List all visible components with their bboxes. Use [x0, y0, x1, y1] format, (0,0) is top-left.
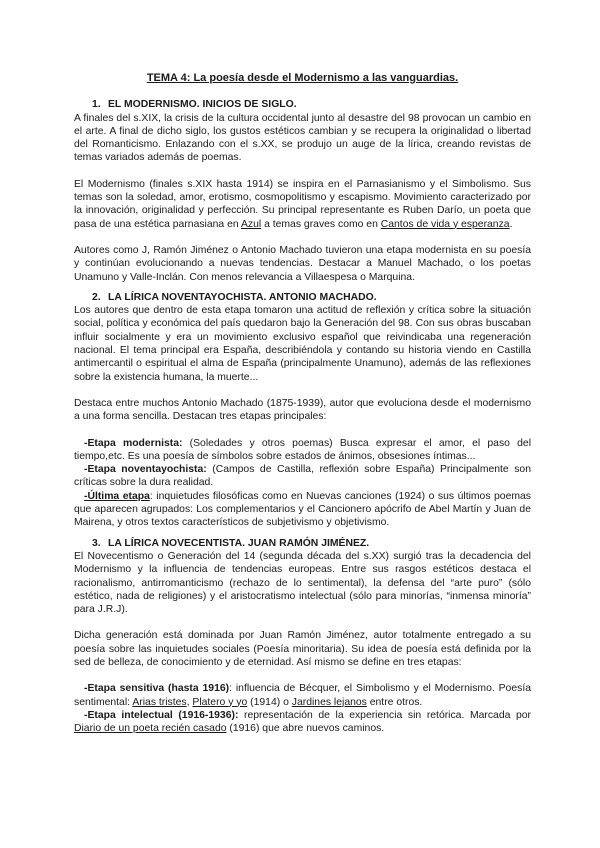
item-label: -Etapa sensitiva (hasta 1916): [84, 683, 230, 695]
section-heading-noventayochista: [74, 291, 531, 304]
text-run: ,: [186, 696, 193, 708]
text-run: entre otros.: [366, 696, 423, 708]
section-heading-text: LA LÍRICA NOVENTAYOCHISTA. ANTONIO MACHADO.: [108, 291, 377, 303]
text-run: (1916) que abre nuevos caminos.: [226, 723, 385, 735]
page-title: TEMA 4: La poesía desde el Modernismo a las vanguardias.: [146, 72, 459, 84]
item-text: (Soledades y otros poemas) Busca expresar el amor, el paso del tiempo,etc. Es una poesía de símbolos sobre estados de ánimos, obsesiones íntimas...: [74, 437, 531, 462]
item-text: (Campos de Castilla, reflexión sobre España) Principalmente son críticas sobre la dura realidad.: [74, 464, 531, 489]
text-run: (1914) o: [247, 696, 292, 708]
item-label: -Etapa noventayochista:: [84, 464, 207, 476]
paragraph: Autores como J, Ramón Jiménez o Antonio Machado tuvieron una etapa modernista en su poesía y continúan evolucionando a nuevas tendencias. Destacar a Manuel Machado, o los poetas Unamuno y Valle-Inclán. Con menos relevancia a Villaespesa o Marquina.: [74, 244, 531, 283]
item-text: : influencia de Bécquer, el Simbolismo y el Modernismo. Poesía sentimental:: [74, 683, 531, 708]
item-label: -Última etapa: [84, 490, 150, 502]
work-title-cantos: Cantos de vida y esperanza: [380, 218, 510, 230]
section-number: 1.: [92, 99, 101, 111]
text-run: a temas graves como en: [261, 218, 381, 230]
section-heading-modernismo: [74, 98, 531, 111]
section-number: 2.: [92, 291, 101, 303]
item-text: representación de la experiencia sin retórica. Marcada por: [238, 709, 531, 721]
list-item: [74, 682, 531, 709]
work-title-azul: Azul: [240, 218, 262, 230]
paragraph: A finales del s.XIX, la crisis de la cultura occidental junto al desastre del 98 provocan un cambio en el arte. A final de dicho siglo, los gustos estéticos cambian y se recupera la originalidad o libertad del Romanticismo. Enlazando con el s.XX, se produjo un auge de la lírica, creando revistas de temas variados además de poemas.: [74, 112, 531, 164]
section-heading-text: LA LÍRICA NOVECENTISTA. JUAN RAMÓN JIMÉNEZ.: [108, 537, 370, 549]
work-title: Platero y yo: [192, 696, 248, 708]
section-heading-novecentista: [74, 537, 531, 550]
paragraph: [74, 178, 531, 231]
list-item: [74, 490, 531, 530]
work-title: Arias tristes: [132, 696, 187, 708]
list-item: [74, 437, 531, 464]
paragraph: Los autores que dentro de esta etapa tomaron una actitud de reflexión y crítica sobre la situación social, política y económica del país quedaron bajo la Generación del 98. Con sus obras buscaban influir socialmente y era un movimiento exclusivo español que reivindicaba una regeneración nacional. El tema principal era España, describiéndola y contando su historia viendo en Castilla antimercantil o espiritual el alma de España (principalmente Unamuno), además de las reflexiones sobre la existencia humana, la muerte...: [74, 305, 531, 383]
list-item: [74, 709, 531, 736]
paragraph: Dicha generación está dominada por Juan Ramón Jiménez, autor totalmente entregado a su poesía sobre las inquietudes sociales (Poesía minoritaria). Su idea de poesía está definida por la sed de belleza, de conocimiento y de eternidad. Así mismo se define en tres etapas:: [74, 630, 531, 668]
text-run: .: [509, 218, 513, 230]
section-heading-text: EL MODERNISMO. INICIOS DE SIGLO.: [108, 99, 297, 111]
item-text: : inquietudes filosóficas como en Nuevas canciones (1924) o sus últimos poemas que aparecen agrupados: Los complementarios y el Cancionero apócrifo de Abel Martín y Juan de Mairena, y otros textos característicos de subjetivismo y objetivismo.: [74, 490, 531, 529]
text-run: El Modernismo (finales s.XIX hasta 1914) se inspira en el Parnasianismo y el Simbolismo. Sus temas son la soledad, amor, erotismo, cosmopolitismo y escapismo. Movimiento caracterizado por la innovación, originalidad y perfección. Su principal representante es Ruben Darío, un poeta que pasa de una estética parnasiana en: [74, 178, 531, 230]
list-item: [74, 463, 531, 490]
work-title: Jardines lejanos: [291, 696, 367, 708]
paragraph: El Novecentismo o Generación del 14 (segunda década del s.XX) surgió tras la decadencia del Modernismo y la influencia de tendencias europeas. Entre sus rasgos estéticos destaca el racionalismo, antirromanticismo (rechazo de lo sentimental), la defensa del “arte puro” (sólo estético, nada de religiones) y el aristocratismo intelectual (sólo para minorías, “inmensa minoría” para J.R.J).: [74, 550, 531, 616]
item-label: -Etapa modernista:: [84, 437, 183, 449]
section-number: 3.: [92, 537, 101, 549]
item-label: -Etapa intelectual (1916-1936):: [84, 709, 239, 721]
paragraph: Destaca entre muchos Antonio Machado (1875-1939), autor que evoluciona desde el modernismo a una forma sencilla. Destacan tres etapas principales:: [74, 397, 531, 423]
document-page: [74, 72, 531, 735]
work-title: Diario de un poeta recién casado: [74, 723, 227, 735]
